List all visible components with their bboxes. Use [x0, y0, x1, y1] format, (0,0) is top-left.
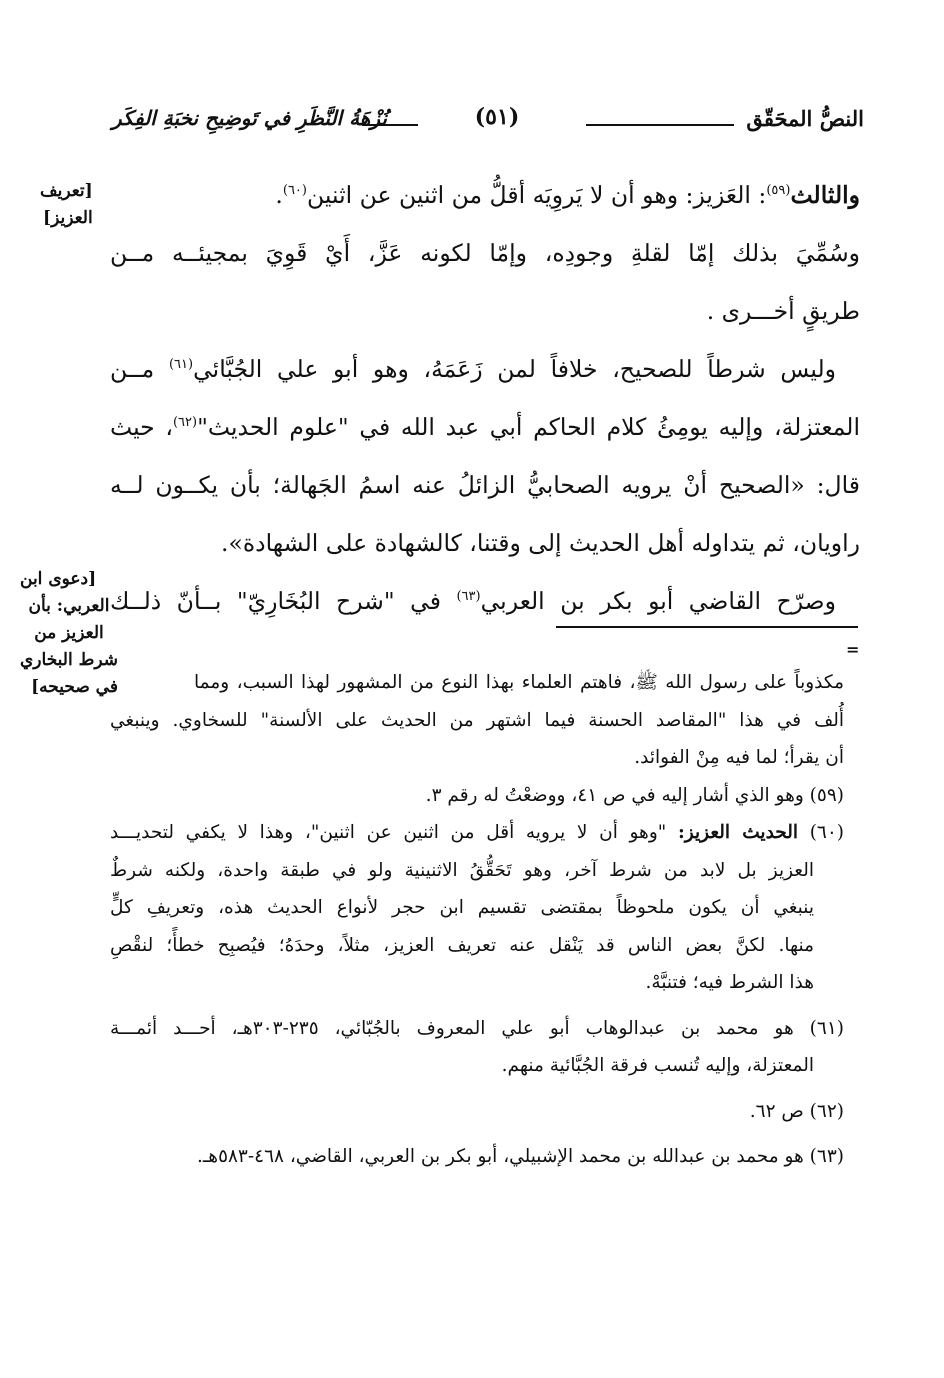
- section-title: النصُّ المحَقّق: [746, 106, 864, 131]
- running-header: [112, 100, 864, 140]
- header-rule-right: [586, 124, 734, 126]
- footnote-divider: [556, 626, 858, 628]
- text-run: في "شرح البُخَارِيّ" بــأنّ ذلــك: [110, 587, 441, 615]
- section-label: والثالث: [790, 181, 860, 209]
- footnote-line: ينبغي أن يكون ملحوظاً بمقتضى تقسيم ابن حجر لأنواع الحديث هذه، وتعريفِ كلٍّ: [110, 897, 814, 918]
- continuation-mark: =: [846, 640, 860, 659]
- footnote-60: [110, 814, 844, 852]
- footnote-line: منها. لكنَّ بعض الناس قد يَنْقل عنه تعريف العزيز، مثلاً، وحدَهُ؛ فيُصبِح خطأً؛ لنقْصِ: [110, 934, 814, 956]
- footnote-line: مكذوباً على رسول الله ﷺ، فاهتم العلماء بهذا النوع من المشهور لهذا السبب، ومما: [194, 672, 844, 693]
- main-line: [110, 340, 860, 398]
- footnote-62: (٦٢) ص ٦٢.: [749, 1100, 844, 1122]
- footnote-ref: (٦٣): [456, 589, 481, 605]
- margin-note-ibn-arabi-claim: [20, 566, 118, 701]
- main-line: قال: «الصحيح أنْ يرويه الصحابيُّ الزائلُ عنه اسمُ الجَهالة؛ بأن يكــون لــه: [110, 471, 860, 499]
- footnote-number: (٦٠): [809, 822, 844, 843]
- footnote-ref: (٥٩): [766, 183, 791, 199]
- footnote-term: الحديث العزيز:: [677, 822, 799, 843]
- footnote-line: العزيز بل لابد من شرط آخر، وهو تَحَقُّقُ الاثنينية ولو في طبقة واحدة، ولكنه شرطٌ: [110, 859, 814, 881]
- footnote-line: المعتزلة، وإليه تُنسب فرقة الجُبَّائية منهم.: [501, 1055, 814, 1076]
- footnote-line: هذا الشرط فيه؛ فتنبَّهْ.: [645, 972, 814, 993]
- text-run: وليس شرطاً للصحيح، خلافاً لمن زَعَمَهُ، وهو أبو علي الجُبَّائي: [193, 355, 836, 383]
- text-run: : العَزيز: وهو أن لا يَروِيَه أقلُّ من اثنين عن اثنين: [307, 181, 767, 209]
- main-line: وسُمِّيَ بذلك إمّا لقلةِ وجودِه، وإمّا لكونه عَزَّ، أَيْ قَوِيَ بمجيئــه مــن: [110, 239, 860, 267]
- margin-note-line: [دعوى ابن: [20, 569, 97, 589]
- footnotes: [110, 664, 844, 1176]
- main-line: طريقٍ أخـــرى .: [706, 297, 860, 325]
- footnote-59: (٥٩) وهو الذي أشار إليه في ص ٤١، ووضعْتُ له رقم ٣.: [425, 784, 844, 806]
- footnote-line: أُلف في هذا "المقاصد الحسنة فيما اشتهر من الحديث على الألسنة" للسخاوي. وينبغي: [110, 709, 844, 731]
- footnote-ref: (٦١): [168, 357, 194, 373]
- main-line: راويان، ثم يتداوله أهل الحديث إلى وقتنا، كالشهادة على الشهادة».: [221, 529, 860, 557]
- text-run: المعتزلة، وإليه يومِئُ كلام الحاكم أبي عبد الله في "علوم الحديث": [197, 413, 860, 441]
- main-line: [110, 398, 860, 456]
- main-line: [110, 166, 860, 224]
- margin-note-line: شرط البخاري: [20, 650, 118, 670]
- margin-note-aziz-definition: [40, 178, 93, 232]
- footnote-ref: (٦٢): [172, 415, 198, 431]
- main-line: [110, 572, 860, 630]
- margin-note-line: العزيز]: [43, 208, 93, 228]
- footnote-61: (٦١) هو محمد بن عبدالوهاب أبو علي المعروف بالجُبّائي، ٢٣٥-٣٠٣هـ، أحـــد أئمـــة: [110, 1017, 844, 1039]
- margin-note-line: [تعريف: [40, 181, 93, 201]
- margin-note-line: العربي: بأن: [28, 596, 110, 616]
- text-run: ، حيث: [110, 413, 173, 441]
- footnote-63: (٦٣) هو محمد بن عبدالله بن محمد الإشبيلي، أبو بكر بن العربي، القاضي، ٤٦٨-٥٨٣هـ.: [197, 1146, 844, 1167]
- margin-note-line: العزيز من: [34, 623, 104, 643]
- page-number: (٥١): [474, 104, 520, 130]
- footnote-ref: (٦٠): [282, 183, 307, 199]
- text-run: "وهو أن لا يرويه أقل من اثنين عن اثنين"، وهذا لا يكفي لتحديـــد: [110, 822, 667, 843]
- margin-note-line: في صحيحه]: [31, 677, 118, 697]
- footnote-line: أن يقرأ؛ لما فيه مِنْ الفوائد.: [634, 747, 844, 768]
- main-text: [110, 166, 860, 630]
- text-run: مــن: [110, 355, 155, 383]
- text-run: .: [275, 181, 283, 209]
- text-run: وصرّح القاضي أبو بكر بن العربي: [480, 587, 836, 615]
- book-title: نُزْهَةُ النَّظَرِ في تَوضِيحِ نخبَةِ الفِكَر: [112, 106, 387, 130]
